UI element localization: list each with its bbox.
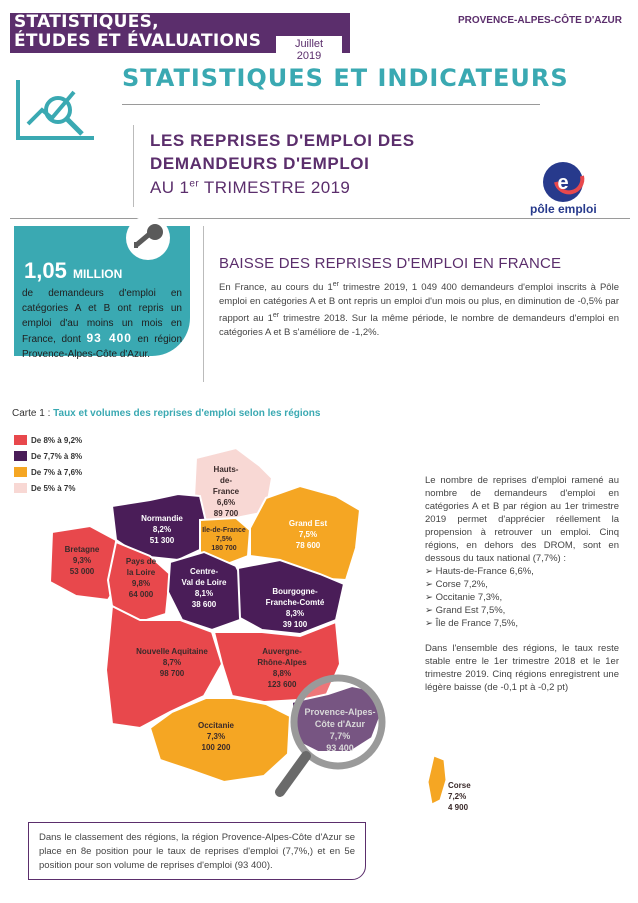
para-sup2: er (272, 312, 280, 320)
side-commentary (425, 474, 619, 694)
legend-label: De 8% à 9,2% (31, 435, 83, 445)
label-occitanie (186, 720, 246, 753)
label-auvergne-rhone-alpes (250, 646, 314, 690)
label-ile-de-france (196, 526, 252, 553)
label-paca (294, 706, 386, 754)
map-caption-text: Taux et volumes des reprises d'emploi selon les régions (53, 408, 321, 419)
below-average-list (425, 565, 619, 630)
para-part3: trimestre 2018. Sur la même période, le nombre de demandeurs d'emploi en catégories A et B s'améliore de -1,2%. (219, 313, 619, 339)
region-name: Auvergne- Rhône-Alpes (257, 647, 307, 667)
publication-date: Juillet 2019 (276, 36, 342, 64)
region-volume: 38 600 (191, 600, 217, 609)
region-name: PROVENCE-ALPES-CÔTE D'AZUR (457, 15, 622, 26)
region-volume: 123 600 (267, 680, 297, 689)
region-corse (428, 756, 446, 804)
region-name: Ile-de-France (202, 527, 246, 534)
region-rate: 8,2% (152, 525, 172, 534)
region-name: Occitanie (197, 721, 234, 730)
region-rate: 7,5% (298, 530, 318, 539)
key-figure-value: 1,05 (24, 258, 67, 283)
list-item: ➢ Occitanie 7,3%, (425, 591, 619, 604)
region-rate: 7,2% (448, 792, 467, 801)
key-figure-unit: MILLION (72, 267, 123, 281)
list-item: ➢ Grand Est 7,5%, (425, 604, 619, 617)
region-volume: 53 000 (69, 567, 95, 576)
label-centre-val-de-loire (174, 566, 234, 610)
region-name: Grand Est (288, 519, 328, 528)
title-line2: DEMANDEURS D'EMPLOI (150, 154, 370, 173)
label-pays-de-la-loire (120, 556, 162, 600)
region-rate: 8,1% (194, 589, 214, 598)
logo-letter: e (557, 172, 569, 194)
region-rate: 6,6% (216, 498, 236, 507)
region-name: Centre- Val de Loire (181, 567, 227, 587)
series-title-line2: ÉTUDES ET ÉVALUATIONS (14, 31, 262, 51)
legend-label: De 5% à 7% (31, 483, 76, 493)
region-volume: 93 400 (326, 743, 354, 753)
series-title-line1: STATISTIQUES, (14, 12, 159, 32)
map-caption-prefix: Carte 1 : (12, 408, 54, 419)
region-rate: 8,7% (162, 658, 182, 667)
region-volume: 100 200 (201, 743, 231, 752)
region-name: Bourgogne- Franche-Comté (265, 587, 325, 607)
para-part2: trimestre 2019, 1 049 400 demandeurs d'emploi inscrits à Pôle emploi en catégories A et B ont repris un emploi d'un mois ou plus, en diminution de -0,5% par rapport au 1 (219, 282, 619, 325)
region-volume: 98 700 (159, 669, 185, 678)
region-volume: 89 700 (213, 509, 239, 518)
subtitle-sup: er (189, 178, 200, 190)
magnifier-handle (280, 756, 306, 792)
list-item: ➢ Île de France 7,5%, (425, 617, 619, 630)
label-normandie (134, 513, 190, 546)
region-rate: 8,8% (272, 669, 292, 678)
label-nouvelle-aquitaine (132, 646, 212, 679)
title-line1: LES REPRISES D'EMPLOI DES (150, 131, 415, 150)
side-intro: Le nombre de reprises d'emploi ramené au nombre de demandeurs d'emploi en catégories A et B par région au 1er trimestre 2019 permet d'apprécier réellement la propension à retrouver un emploi. Cinq régions, en dehors des DROM, sont en dessous du taux national (7,7%) : (425, 475, 619, 564)
region-rate: 8,3% (285, 609, 305, 618)
list-item: ➢ Corse 7,2%, (425, 578, 619, 591)
region-volume: 180 700 (211, 545, 237, 552)
key-highlight: 93 400 (86, 331, 132, 345)
section-heading: STATISTIQUES ET INDICATEURS (122, 64, 569, 92)
label-hauts-de-france (204, 464, 248, 519)
region-name: Pays de la Loire (125, 557, 157, 577)
region-name: Bretagne (64, 545, 100, 554)
logo-name: pôle emploi (530, 202, 597, 216)
subtitle-prefix: AU 1 (150, 178, 190, 197)
list-item: ➢ Hauts-de-France 6,6%, (425, 565, 619, 578)
region-volume: 64 000 (128, 590, 154, 599)
legend-label: De 7,7% à 8% (31, 451, 83, 461)
region-rate: 9,3% (72, 556, 92, 565)
region-name: Provence-Alpes- Côte d'Azur (304, 707, 376, 729)
label-bourgogne-franche-comte (260, 586, 330, 630)
region-volume: 39 100 (282, 620, 308, 629)
ranking-note: Dans le classement des régions, la région Provence-Alpes-Côte d'Azur se place en 8e position pour le taux de reprises d'emploi (7,7%,) et en 5e position pour son volume de reprises d'emploi (93 400). (28, 822, 366, 880)
label-grand-est (280, 518, 336, 551)
label-corse (448, 780, 478, 813)
region-name: Corse (448, 781, 471, 790)
region-name: Hauts- de- France (212, 465, 240, 496)
para-part1: En France, au cours du 1 (219, 282, 333, 294)
region-volume: 4 900 (448, 803, 469, 812)
region-volume: 51 300 (149, 536, 175, 545)
region-volume: 78 600 (295, 541, 321, 550)
region-rate: 7,7% (329, 731, 351, 741)
subtitle-suffix: TRIMESTRE 2019 (199, 178, 351, 197)
region-rate: 9,8% (131, 579, 151, 588)
legend-label: De 7% à 7,6% (31, 467, 83, 477)
side-outro: Dans l'ensemble des régions, le taux reste stable entre le 1er trimestre 2018 et le 1er trimestre 2019. Cinq régions enregistrent une légère baisse (de -0,1 pt à -0,2 pt) (425, 643, 619, 693)
key-text-after: en région Provence-Alpes-Côte d'Azur. (22, 334, 183, 360)
region-rate: 7,5% (216, 536, 232, 543)
label-bretagne (58, 544, 106, 577)
section-title: BAISSE DES REPRISES D'EMPLOI EN FRANCE (219, 255, 562, 272)
region-name: Nouvelle Aquitaine (136, 647, 208, 656)
region-rate: 7,3% (206, 732, 226, 741)
para-sup1: er (332, 281, 339, 288)
region-name: Normandie (141, 514, 183, 523)
key-text-before: de demandeurs d'emploi en catégories A et B ont repris un emploi d'au moins un mois en France, dont (22, 288, 182, 345)
